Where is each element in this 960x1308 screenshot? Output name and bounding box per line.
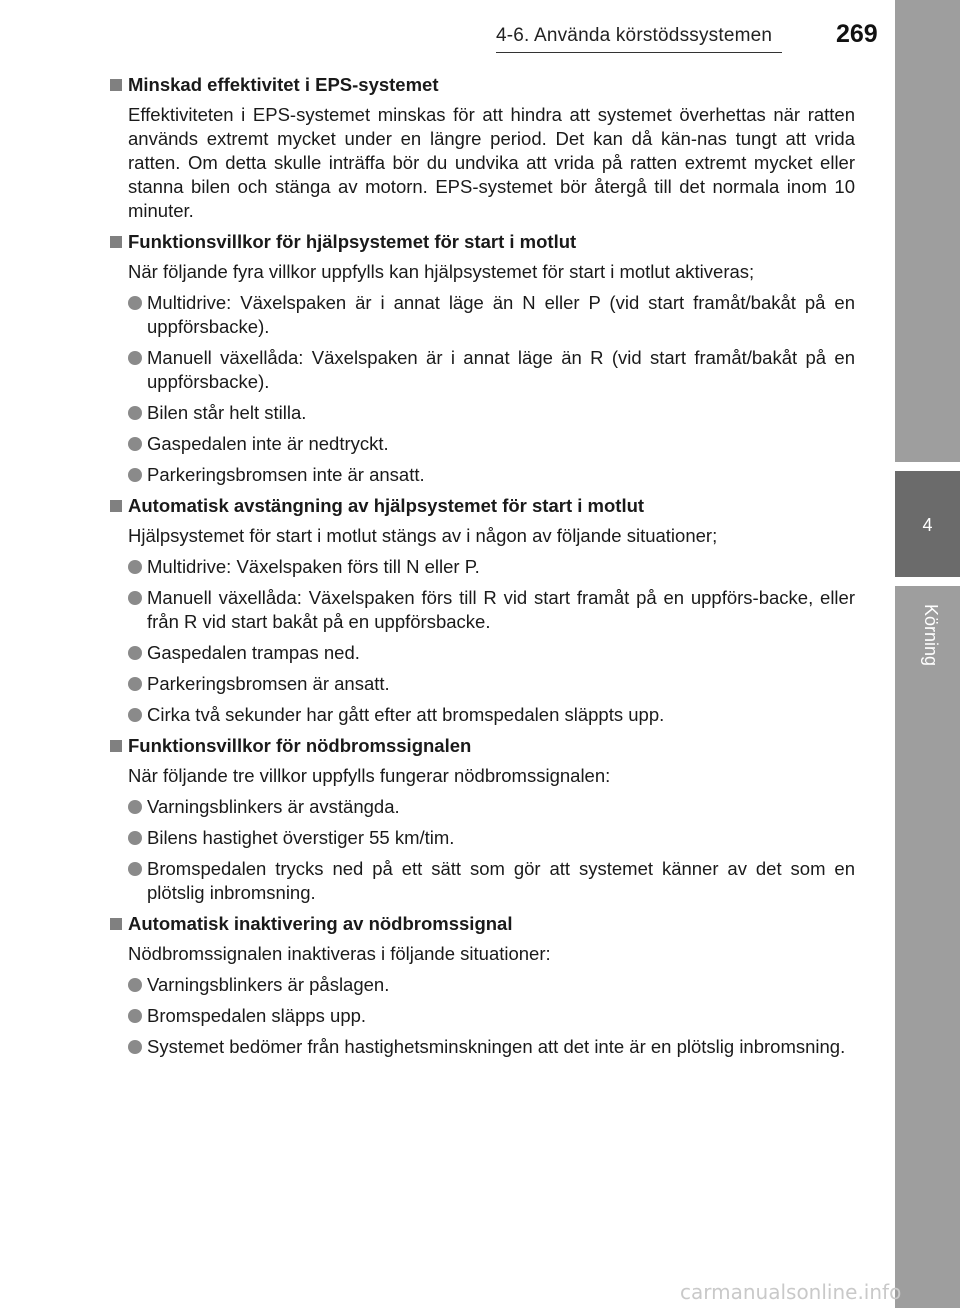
list-item-text: Multidrive: Växelspaken förs till N eller P. bbox=[147, 556, 480, 577]
list-item bbox=[109, 641, 855, 665]
list-item bbox=[109, 463, 855, 487]
page-number: 269 bbox=[836, 20, 878, 48]
list-item bbox=[109, 795, 855, 819]
section-heading bbox=[109, 734, 855, 758]
section-heading bbox=[109, 912, 855, 936]
section bbox=[109, 734, 855, 905]
round-bullet-icon bbox=[128, 646, 142, 660]
list-item bbox=[109, 555, 855, 579]
list-item-text: Manuell växellåda: Växelspaken är i annat läge än R (vid start framåt/bakåt på en uppförsbacke). bbox=[147, 347, 855, 392]
list-item bbox=[109, 672, 855, 696]
section-heading-text: Automatisk inaktivering av nödbromssignal bbox=[128, 913, 513, 934]
section-intro: Nödbromssignalen inaktiveras i följande situationer: bbox=[128, 943, 551, 964]
section-heading-text: Funktionsvillkor för nödbromssignalen bbox=[128, 735, 472, 756]
section bbox=[109, 230, 855, 487]
chapter-side-tab bbox=[895, 0, 960, 1308]
side-tab-top-block bbox=[895, 0, 960, 462]
section-heading-text: Automatisk avstängning av hjälpsystemet för start i motlut bbox=[128, 495, 645, 516]
round-bullet-icon bbox=[128, 677, 142, 691]
section-intro: Hjälpsystemet för start i motlut stängs av i någon av följande situationer; bbox=[128, 525, 718, 546]
round-bullet-icon bbox=[128, 862, 142, 876]
section-intro: Effektiviteten i EPS-systemet minskas för att hindra att systemet överhettas när ratten används extremt mycket under en längre period. Det kan då kän-nas tungt att vrida ratten. Om detta skulle inträffa bör du undvika att vrida på ratten extremt mycket eller stanna bilen och stänga av motorn. EPS-systemet bör återgå till det normala inom 10 minuter. bbox=[128, 104, 855, 221]
list-item bbox=[109, 973, 855, 997]
round-bullet-icon bbox=[128, 406, 142, 420]
section bbox=[109, 73, 855, 223]
list-item bbox=[109, 401, 855, 425]
section-heading bbox=[109, 494, 855, 518]
section-intro: När följande fyra villkor uppfylls kan hjälpsystemet för start i motlut aktiveras; bbox=[128, 261, 755, 282]
list-item-text: Manuell växellåda: Växelspaken förs till R vid start framåt på en uppförs-backe, eller från R vid start bakåt på en uppförsbacke. bbox=[147, 587, 855, 632]
header-rule bbox=[496, 52, 782, 53]
list-item-text: Varningsblinkers är påslagen. bbox=[147, 974, 390, 995]
round-bullet-icon bbox=[128, 560, 142, 574]
list-item-text: Gaspedalen inte är nedtryckt. bbox=[147, 433, 389, 454]
chapter-label: Körning bbox=[921, 604, 941, 667]
list-item bbox=[109, 586, 855, 634]
side-tab-bottom-block bbox=[895, 586, 960, 1308]
round-bullet-icon bbox=[128, 1009, 142, 1023]
square-bullet-icon bbox=[110, 79, 122, 91]
list-item bbox=[109, 346, 855, 394]
list-item bbox=[109, 826, 855, 850]
page-content bbox=[109, 73, 855, 1066]
section-heading bbox=[109, 73, 855, 97]
list-item bbox=[109, 432, 855, 456]
round-bullet-icon bbox=[128, 708, 142, 722]
list-item bbox=[109, 857, 855, 905]
list-item-text: Bilens hastighet överstiger 55 km/tim. bbox=[147, 827, 455, 848]
round-bullet-icon bbox=[128, 296, 142, 310]
list-item bbox=[109, 703, 855, 727]
section bbox=[109, 494, 855, 727]
round-bullet-icon bbox=[128, 1040, 142, 1054]
round-bullet-icon bbox=[128, 437, 142, 451]
chapter-number: 4 bbox=[922, 515, 933, 535]
watermark: carmanualsonline.info bbox=[680, 1280, 902, 1304]
list-item-text: Bromspedalen släpps upp. bbox=[147, 1005, 367, 1026]
list-item-text: Parkeringsbromsen inte är ansatt. bbox=[147, 464, 425, 485]
square-bullet-icon bbox=[110, 918, 122, 930]
square-bullet-icon bbox=[110, 740, 122, 752]
list-item-text: Parkeringsbromsen är ansatt. bbox=[147, 673, 390, 694]
list-item-text: Bromspedalen trycks ned på ett sätt som gör att systemet känner av det som en plötslig inbromsning. bbox=[147, 858, 855, 903]
section-heading-text: Minskad effektivitet i EPS-systemet bbox=[128, 74, 439, 95]
list-item bbox=[109, 1004, 855, 1028]
section-intro: När följande tre villkor uppfylls fungerar nödbromssignalen: bbox=[128, 765, 611, 786]
round-bullet-icon bbox=[128, 800, 142, 814]
round-bullet-icon bbox=[128, 468, 142, 482]
round-bullet-icon bbox=[128, 831, 142, 845]
round-bullet-icon bbox=[128, 351, 142, 365]
square-bullet-icon bbox=[110, 236, 122, 248]
round-bullet-icon bbox=[128, 591, 142, 605]
list-item-text: Systemet bedömer från hastighetsminskningen att det inte är en plötslig inbromsning. bbox=[147, 1036, 846, 1057]
list-item-text: Gaspedalen trampas ned. bbox=[147, 642, 360, 663]
section-heading-text: Funktionsvillkor för hjälpsystemet för start i motlut bbox=[128, 231, 577, 252]
section bbox=[109, 912, 855, 1059]
side-tab-chapter-block bbox=[895, 471, 960, 577]
list-item bbox=[109, 291, 855, 339]
section-heading bbox=[109, 230, 855, 254]
list-item-text: Bilen står helt stilla. bbox=[147, 402, 307, 423]
list-item-text: Cirka två sekunder har gått efter att bromspedalen släppts upp. bbox=[147, 704, 665, 725]
list-item-text: Varningsblinkers är avstängda. bbox=[147, 796, 400, 817]
square-bullet-icon bbox=[110, 500, 122, 512]
list-item-text: Multidrive: Växelspaken är i annat läge än N eller P (vid start framåt/bakåt på en uppförsbacke). bbox=[147, 292, 855, 337]
header-section-title: 4-6. Använda körstödssystemen bbox=[496, 25, 773, 46]
round-bullet-icon bbox=[128, 978, 142, 992]
list-item bbox=[109, 1035, 855, 1059]
